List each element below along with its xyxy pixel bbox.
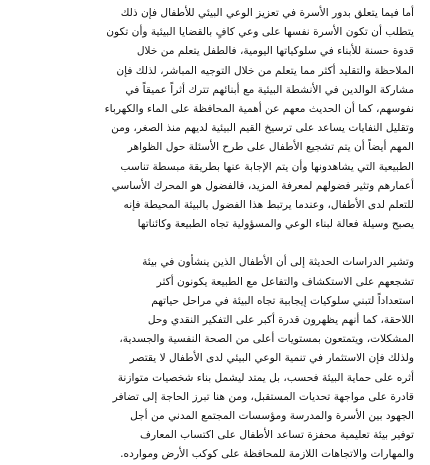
text-line: يصبح وسيلة فعالة لبناء الوعي والمسؤولية تجاه الطبيعة وكائناتها	[137, 218, 414, 231]
paragraph-1	[22, 4, 414, 234]
text-line: تشجعهم على الاستكشاف والتفاعل مع الطبيعة يكونون أكثر	[156, 275, 414, 288]
text-line: والمهارات والاتجاهات اللازمة للمحافظة على كوكب الأرض وموارده.	[120, 448, 414, 461]
text-line: أثره على حماية البيئة فحسب، بل يمتد ليشمل بناء شخصيات متوازنة	[117, 371, 414, 384]
text-line: اللاحقة، كما أنهم يظهرون قدرة أكبر على التفكير النقدي وحل	[147, 314, 414, 327]
text-line: الطبيعية التي يشاهدونها وأن يتم الإجابة عنها بطريقة مبسطة تناسب	[120, 160, 414, 173]
text-line: وتشير الدراسات الحديثة إلى أن الأطفال الذين ينشأون في بيئة	[142, 256, 414, 269]
text-line: أعمارهم وتثير فضولهم لمعرفة المزيد، فالفضول هو المحرك الأساسي	[111, 179, 414, 192]
text-line: ولذلك فإن الاستثمار في تنمية الوعي البيئي لدى الأطفال لا يقتصر	[129, 352, 414, 365]
text-line: مشاركة الوالدين في الأنشطة البيئية مع أبنائهم تترك أثراً عميقاً في	[125, 83, 414, 96]
text-line: توفير بيئة تعليمية محفزة تساعد الأطفال على اكتساب المعارف	[140, 429, 414, 442]
text-line: الجهود بين الأسرة والمدرسة ومؤسسات المجتمع المدني من أجل	[130, 410, 414, 423]
text-line: المشكلات، ويتمتعون بمستويات أعلى من الصحة النفسية والجسدية،	[119, 333, 414, 346]
text-line: الملاحظة والتقليد أكثر مما يتعلم من خلال التوجيه المباشر، لذلك فإن	[116, 64, 414, 77]
text-line: قدوة حسنة للأبناء في سلوكياتها اليومية، فالطفل يتعلم من خلال	[136, 45, 414, 58]
text-line: المهم أيضاً أن يتم تشجيع الأطفال على طرح الأسئلة حول الظواهر	[127, 141, 414, 154]
text-line: نفوسهم، كما أن الحديث معهم عن أهمية المحافظة على الماء والكهرباء	[104, 103, 414, 116]
text-line: وتقليل النفايات يساعد على ترسيخ القيم البيئية لديهم منذ الصغر، ومن	[111, 122, 414, 135]
text-line: استعداداً لتبني سلوكيات إيجابية تجاه البيئة في مراحل حياتهم	[151, 294, 414, 307]
text-line: للتعلم لدى الأطفال، وعندما يرتبط هذا الفضول بالبيئة المحيطة فإنه	[123, 199, 414, 212]
paragraph-2	[22, 253, 414, 464]
text-line: يتطلب أن تكون الأسرة نفسها على وعي كافٍ بالقضايا البيئية وأن تكون	[106, 26, 414, 39]
text-line: أما فيما يتعلق بدور الأسرة في تعزيز الوعي البيئي للأطفال فإن ذلك	[120, 7, 414, 19]
text-line: قادرة على مواجهة تحديات المستقبل، ومن هنا تبرز الحاجة إلى تضافر	[112, 390, 414, 403]
